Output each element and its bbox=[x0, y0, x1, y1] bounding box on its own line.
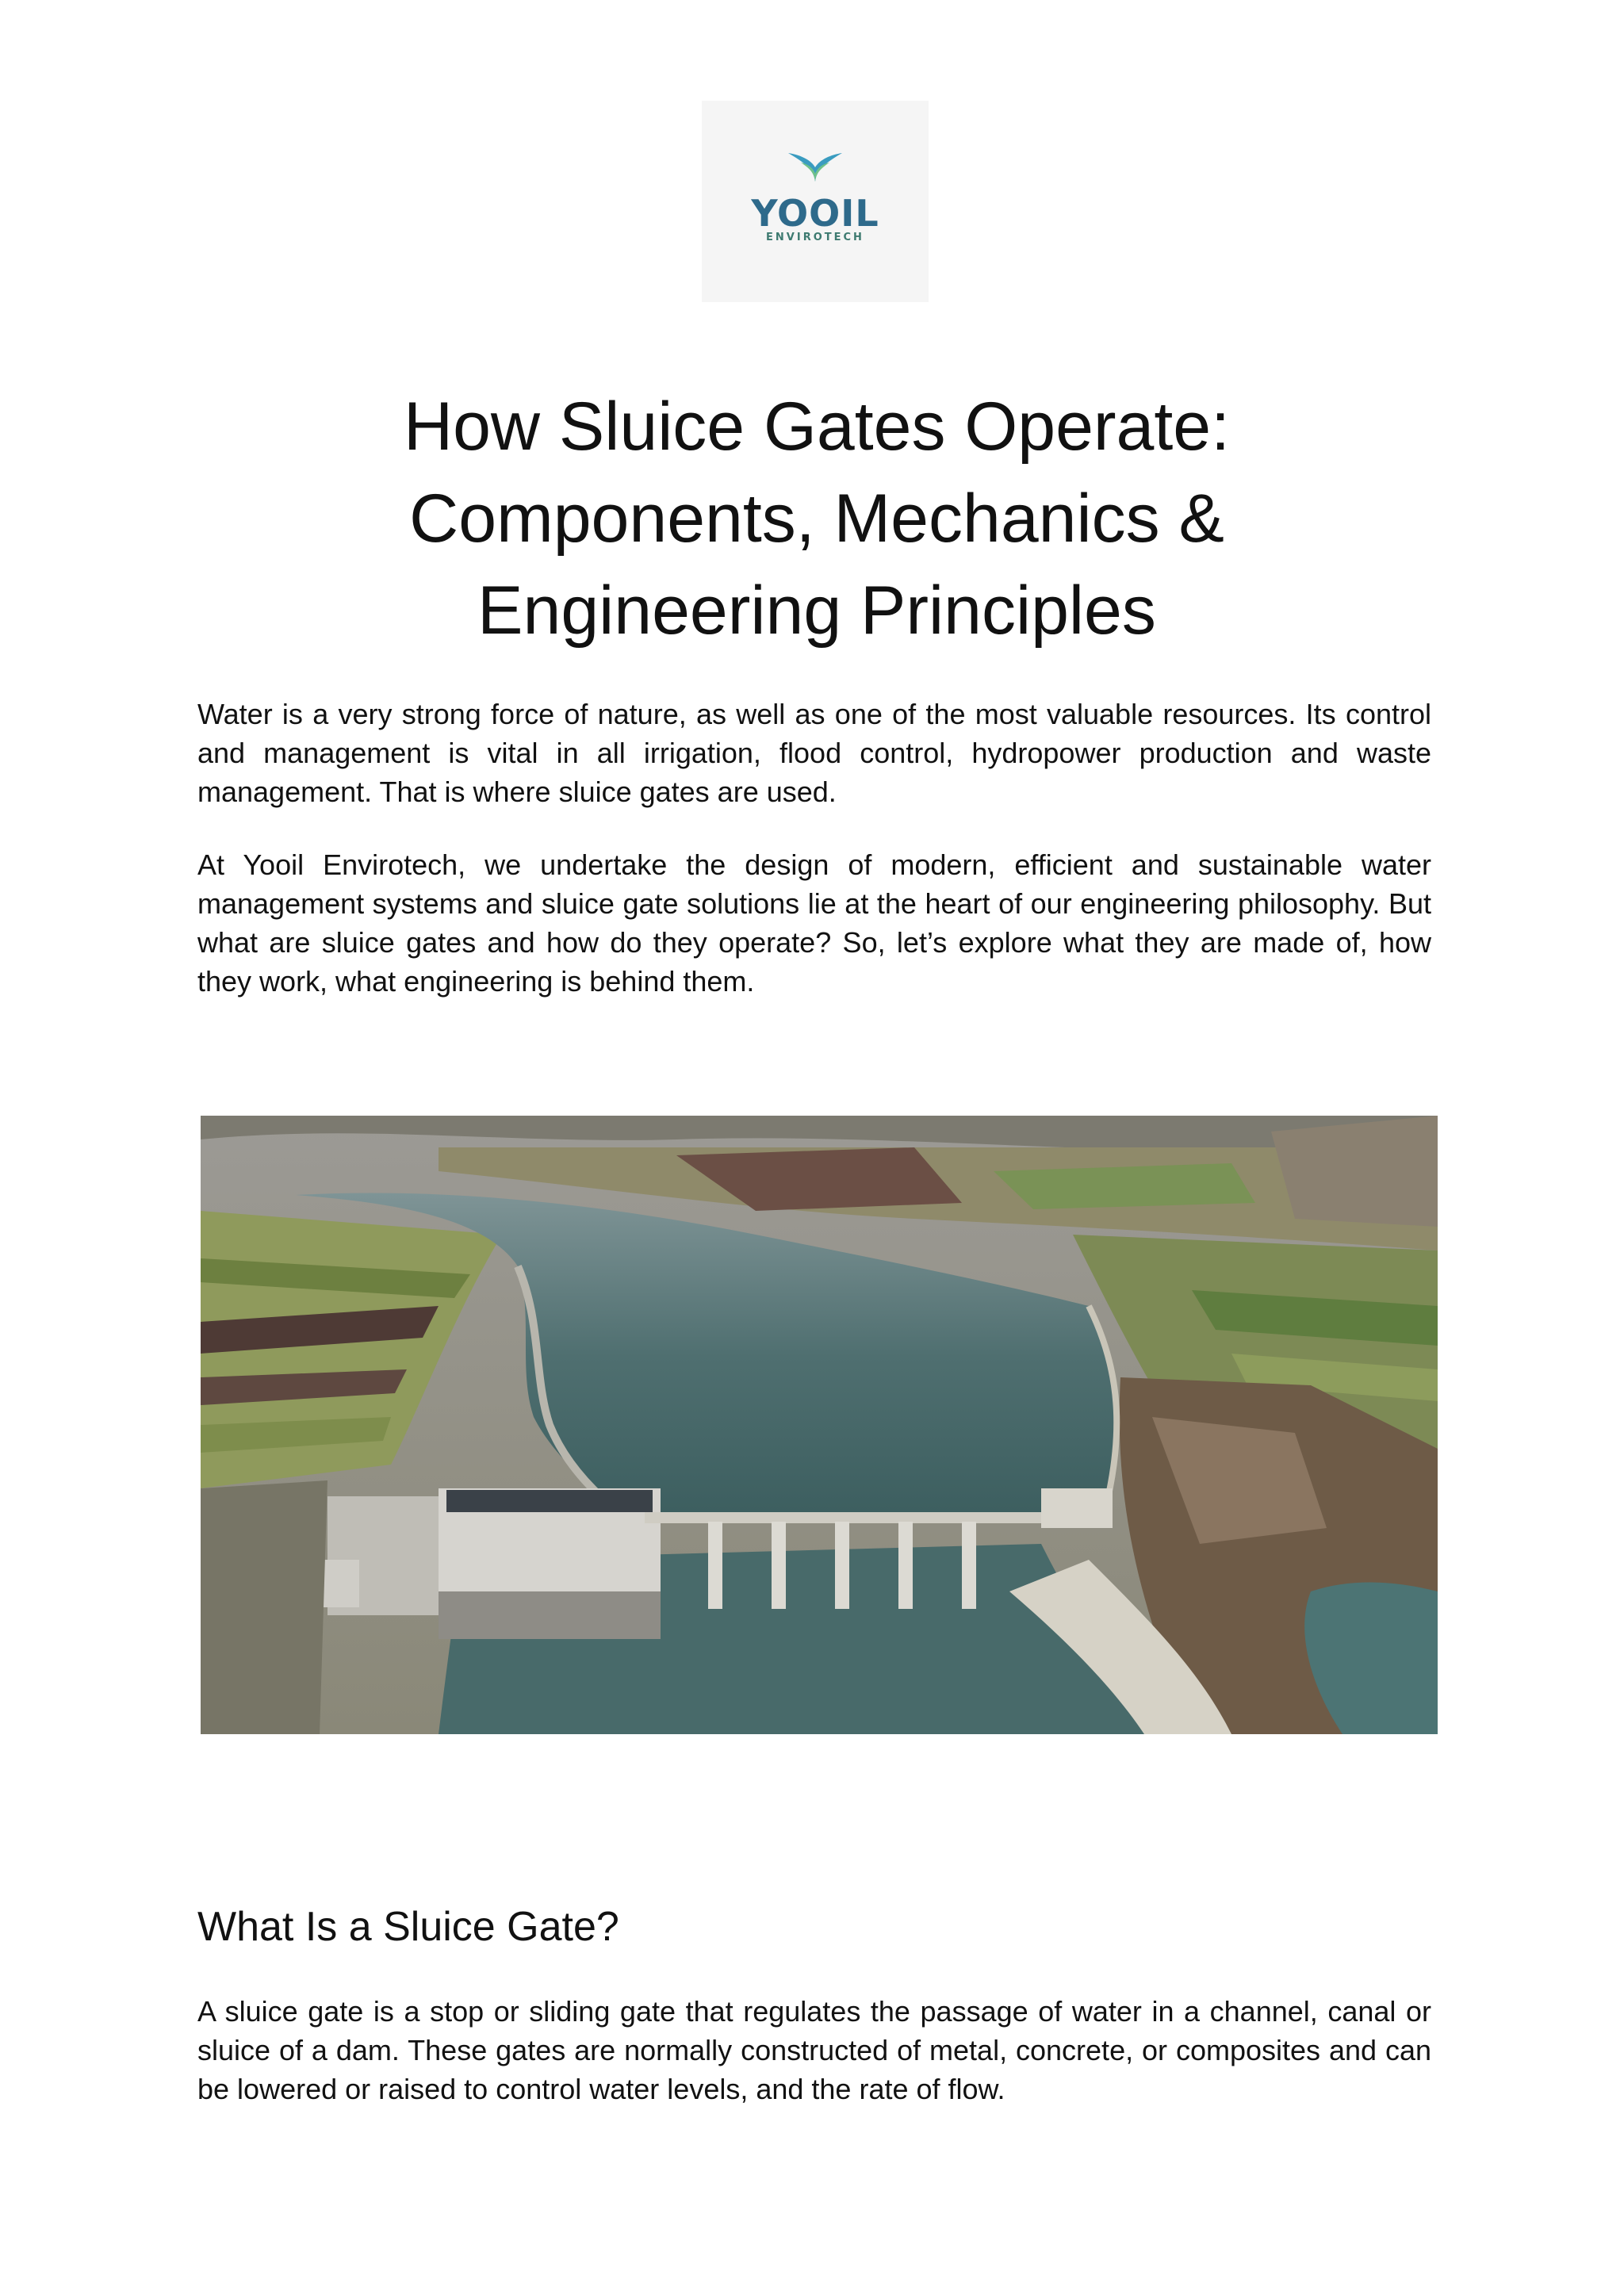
intro-paragraph: At Yooil Envirotech, we undertake the design of modern, efficient and sustainable water management systems and sluice gate solutions lie at the heart of our engineering philosophy. But what are sluice gates and how do they operate? So, let’s explore what they are made of, how they work, what engineering is behind them. bbox=[197, 848, 1431, 998]
section-paragraph: A sluice gate is a stop or sliding gate that regulates the passage of water in a channel, canal or sluice of a dam. These gates are normally constructed of metal, concrete, or composites and can be lowered or raised to control water levels, and the rate of flow. bbox=[197, 1995, 1431, 2105]
aerial-dam-photo-icon bbox=[201, 1116, 1438, 1734]
whale-tail-icon bbox=[783, 147, 847, 183]
company-logo bbox=[702, 101, 929, 302]
section-heading: What Is a Sluice Gate? bbox=[197, 1904, 619, 1950]
title-line: How Sluice Gates Operate: bbox=[403, 389, 1231, 465]
intro-paragraph: Water is a very strong force of nature, as well as one of the most valuable resources. Its control and management is vital in all irrigation, flood control, hydropower production and waste management. That is where sluice gates are used. bbox=[197, 698, 1431, 808]
logo-name: YOOIL bbox=[751, 192, 879, 235]
aerial-dam-photo bbox=[201, 1116, 1438, 1734]
logo-subtitle: ENVIROTECH bbox=[766, 232, 864, 243]
page-title bbox=[198, 381, 1435, 657]
title-line: Components, Mechanics & bbox=[409, 481, 1224, 557]
title-line: Engineering Principles bbox=[477, 573, 1156, 649]
